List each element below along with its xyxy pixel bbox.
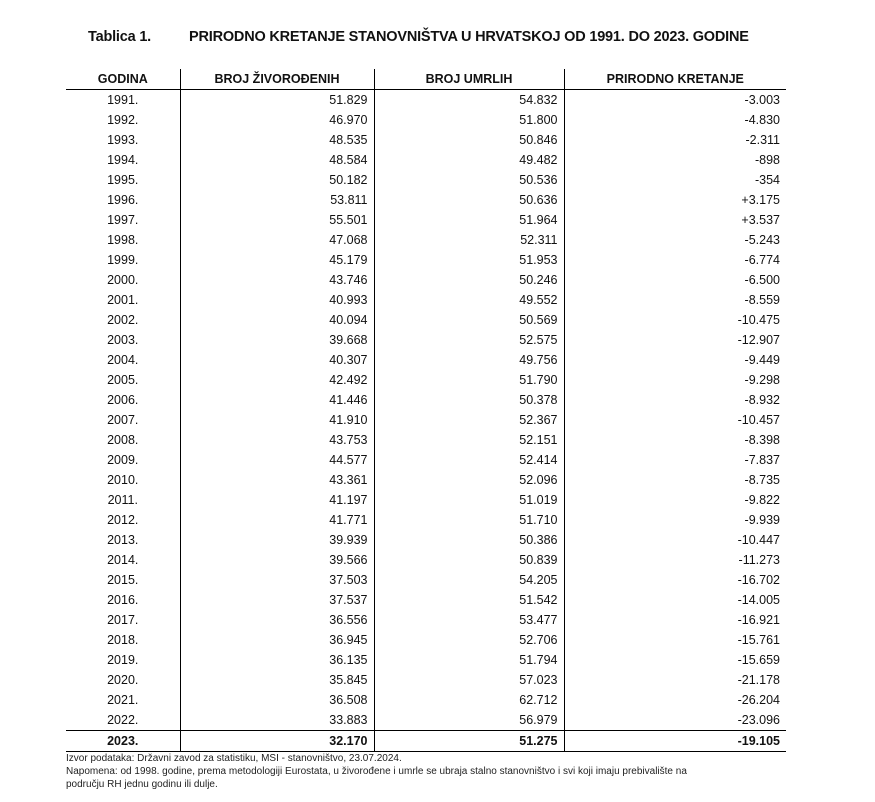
cell-natural-change: -16.702	[564, 570, 786, 590]
table-row	[66, 250, 786, 270]
cell-births: 55.501	[180, 210, 374, 230]
cell-year: 1997.	[107, 213, 139, 227]
cell-births: 50.182	[180, 170, 374, 190]
cell-deaths: 52.414	[374, 450, 564, 470]
cell-births: 53.811	[180, 190, 374, 210]
cell-natural-change: +3.537	[564, 210, 786, 230]
cell-natural-change: -8.398	[564, 430, 786, 450]
column-header-zivorodeni: BROJ ŽIVOROĐENIH	[180, 69, 374, 90]
cell-year: 2016.	[107, 593, 139, 607]
cell-deaths: 51.275	[374, 731, 564, 752]
table-row	[66, 430, 786, 450]
population-table	[66, 69, 786, 752]
table-row	[66, 190, 786, 210]
cell-year: 2006.	[107, 393, 139, 407]
cell-deaths: 52.311	[374, 230, 564, 250]
cell-deaths: 50.636	[374, 190, 564, 210]
table-row	[66, 150, 786, 170]
cell-deaths: 52.575	[374, 330, 564, 350]
cell-births: 33.883	[180, 710, 374, 731]
cell-births: 45.179	[180, 250, 374, 270]
cell-births: 51.829	[180, 90, 374, 111]
table-row	[66, 650, 786, 670]
cell-births: 43.746	[180, 270, 374, 290]
cell-year: 1999.	[107, 253, 139, 267]
cell-deaths: 51.794	[374, 650, 564, 670]
table-body	[66, 90, 786, 752]
cell-births: 40.993	[180, 290, 374, 310]
cell-natural-change: -354	[564, 170, 786, 190]
table-row	[66, 550, 786, 570]
cell-births: 32.170	[180, 731, 374, 752]
cell-deaths: 50.569	[374, 310, 564, 330]
cell-natural-change: -12.907	[564, 330, 786, 350]
cell-deaths: 49.482	[374, 150, 564, 170]
cell-year: 2007.	[107, 413, 139, 427]
cell-births: 35.845	[180, 670, 374, 690]
column-header-umrli: BROJ UMRLIH	[374, 69, 564, 90]
cell-births: 41.771	[180, 510, 374, 530]
cell-year: 1995.	[107, 173, 139, 187]
cell-deaths: 49.552	[374, 290, 564, 310]
cell-deaths: 57.023	[374, 670, 564, 690]
cell-year: 2020.	[107, 673, 139, 687]
cell-deaths: 56.979	[374, 710, 564, 731]
cell-births: 39.566	[180, 550, 374, 570]
cell-natural-change: -16.921	[564, 610, 786, 630]
cell-births: 36.945	[180, 630, 374, 650]
table-number-label: Tablica 1.	[88, 29, 152, 45]
cell-year: 1993.	[107, 133, 139, 147]
cell-year: 2009.	[107, 453, 139, 467]
cell-deaths: 52.367	[374, 410, 564, 430]
table-row	[66, 230, 786, 250]
table-row	[66, 410, 786, 430]
cell-births: 47.068	[180, 230, 374, 250]
cell-deaths: 53.477	[374, 610, 564, 630]
cell-deaths: 62.712	[374, 690, 564, 710]
cell-deaths: 52.151	[374, 430, 564, 450]
cell-year: 1998.	[107, 233, 139, 247]
cell-births: 36.556	[180, 610, 374, 630]
cell-natural-change: -5.243	[564, 230, 786, 250]
cell-births: 41.910	[180, 410, 374, 430]
cell-natural-change: -21.178	[564, 670, 786, 690]
cell-natural-change: -15.761	[564, 630, 786, 650]
cell-deaths: 52.096	[374, 470, 564, 490]
cell-births: 36.135	[180, 650, 374, 670]
cell-deaths: 52.706	[374, 630, 564, 650]
table-row	[66, 710, 786, 731]
cell-births: 41.446	[180, 390, 374, 410]
cell-births: 37.503	[180, 570, 374, 590]
table-row	[66, 570, 786, 590]
table-row	[66, 210, 786, 230]
cell-deaths: 51.019	[374, 490, 564, 510]
cell-deaths: 50.386	[374, 530, 564, 550]
table-row	[66, 470, 786, 490]
cell-natural-change: -8.932	[564, 390, 786, 410]
cell-natural-change: +3.175	[564, 190, 786, 210]
cell-births: 48.535	[180, 130, 374, 150]
cell-natural-change: -9.822	[564, 490, 786, 510]
table-row	[66, 390, 786, 410]
table-row	[66, 610, 786, 630]
table-row	[66, 330, 786, 350]
table-row	[66, 450, 786, 470]
cell-natural-change: -3.003	[564, 90, 786, 111]
table-row	[66, 590, 786, 610]
cell-natural-change: -15.659	[564, 650, 786, 670]
cell-year: 2003.	[107, 333, 139, 347]
cell-births: 36.508	[180, 690, 374, 710]
table-row	[66, 130, 786, 150]
cell-births: 43.361	[180, 470, 374, 490]
cell-natural-change: -9.449	[564, 350, 786, 370]
cell-year: 2013.	[107, 533, 139, 547]
cell-natural-change: -14.005	[564, 590, 786, 610]
cell-deaths: 51.953	[374, 250, 564, 270]
cell-deaths: 51.800	[374, 110, 564, 130]
cell-births: 37.537	[180, 590, 374, 610]
cell-year: 2011.	[107, 493, 138, 507]
cell-year: 1992.	[107, 113, 139, 127]
cell-deaths: 51.790	[374, 370, 564, 390]
cell-births: 44.577	[180, 450, 374, 470]
table-title	[88, 29, 788, 49]
table-row	[66, 510, 786, 530]
table-total-row	[66, 731, 786, 752]
cell-natural-change: -10.447	[564, 530, 786, 550]
cell-year: 2018.	[107, 633, 139, 647]
cell-births: 43.753	[180, 430, 374, 450]
cell-births: 39.939	[180, 530, 374, 550]
cell-deaths: 51.964	[374, 210, 564, 230]
remark-note-line-2: području RH jednu godinu ili dulje.	[66, 779, 218, 790]
table-row	[66, 110, 786, 130]
cell-year: 2005.	[107, 373, 139, 387]
table-row	[66, 630, 786, 650]
column-header-prirodno-kretanje: PRIRODNO KRETANJE	[564, 69, 786, 90]
cell-births: 40.094	[180, 310, 374, 330]
cell-births: 46.970	[180, 110, 374, 130]
table-row	[66, 370, 786, 390]
cell-year: 2017.	[107, 613, 139, 627]
cell-deaths: 51.710	[374, 510, 564, 530]
cell-year: 2012.	[107, 513, 139, 527]
cell-year: 2001.	[107, 293, 139, 307]
cell-deaths: 50.839	[374, 550, 564, 570]
table-row	[66, 90, 786, 111]
cell-year: 2023.	[66, 731, 180, 752]
cell-natural-change: -8.559	[564, 290, 786, 310]
cell-natural-change: -10.457	[564, 410, 786, 430]
cell-year: 1991.	[107, 93, 139, 107]
source-note: Izvor podataka: Državni zavod za statistiku, MSI - stanovništvo, 23.07.2024.	[66, 753, 402, 764]
cell-deaths: 50.246	[374, 270, 564, 290]
cell-year: 2008.	[107, 433, 139, 447]
cell-natural-change: -6.500	[564, 270, 786, 290]
cell-deaths: 51.542	[374, 590, 564, 610]
cell-natural-change: -2.311	[564, 130, 786, 150]
table-row	[66, 690, 786, 710]
cell-year: 2002.	[107, 313, 139, 327]
cell-deaths: 49.756	[374, 350, 564, 370]
cell-year: 2010.	[107, 473, 139, 487]
cell-births: 48.584	[180, 150, 374, 170]
table-row	[66, 270, 786, 290]
cell-births: 40.307	[180, 350, 374, 370]
table-header-row	[66, 69, 786, 90]
cell-deaths: 50.536	[374, 170, 564, 190]
cell-births: 39.668	[180, 330, 374, 350]
cell-births: 42.492	[180, 370, 374, 390]
cell-deaths: 50.378	[374, 390, 564, 410]
cell-year: 2021.	[107, 693, 139, 707]
cell-natural-change: -4.830	[564, 110, 786, 130]
cell-natural-change: -26.204	[564, 690, 786, 710]
table-title-text: PRIRODNO KRETANJE STANOVNIŠTVA U HRVATSKOJ OD 1991. DO 2023. GODINE	[189, 29, 749, 45]
table-footnotes	[66, 752, 806, 791]
cell-natural-change: -7.837	[564, 450, 786, 470]
cell-deaths: 54.205	[374, 570, 564, 590]
table-row	[66, 530, 786, 550]
cell-natural-change: -9.298	[564, 370, 786, 390]
table-row	[66, 490, 786, 510]
cell-natural-change: -9.939	[564, 510, 786, 530]
table-row	[66, 170, 786, 190]
table-row	[66, 310, 786, 330]
cell-deaths: 54.832	[374, 90, 564, 111]
remark-note-line-1: Napomena: od 1998. godine, prema metodologiji Eurostata, u živorođene i umrle se ubraja stalno stanovništvo i svi koji imaju prebivalište na	[66, 766, 687, 777]
cell-deaths: 50.846	[374, 130, 564, 150]
cell-births: 41.197	[180, 490, 374, 510]
cell-year: 2004.	[107, 353, 139, 367]
cell-year: 2015.	[107, 573, 139, 587]
cell-natural-change: -898	[564, 150, 786, 170]
cell-natural-change: -10.475	[564, 310, 786, 330]
table-row	[66, 670, 786, 690]
table-row	[66, 290, 786, 310]
cell-year: 2000.	[107, 273, 139, 287]
cell-year: 2022.	[107, 713, 139, 727]
cell-natural-change: -8.735	[564, 470, 786, 490]
column-header-godina: GODINA	[66, 69, 180, 90]
cell-year: 2014.	[107, 553, 139, 567]
cell-natural-change: -6.774	[564, 250, 786, 270]
cell-year: 1996.	[107, 193, 139, 207]
cell-natural-change: -11.273	[564, 550, 786, 570]
cell-natural-change: -23.096	[564, 710, 786, 731]
cell-natural-change: -19.105	[564, 731, 786, 752]
cell-year: 2019.	[107, 653, 139, 667]
cell-year: 1994.	[107, 153, 139, 167]
table-row	[66, 350, 786, 370]
